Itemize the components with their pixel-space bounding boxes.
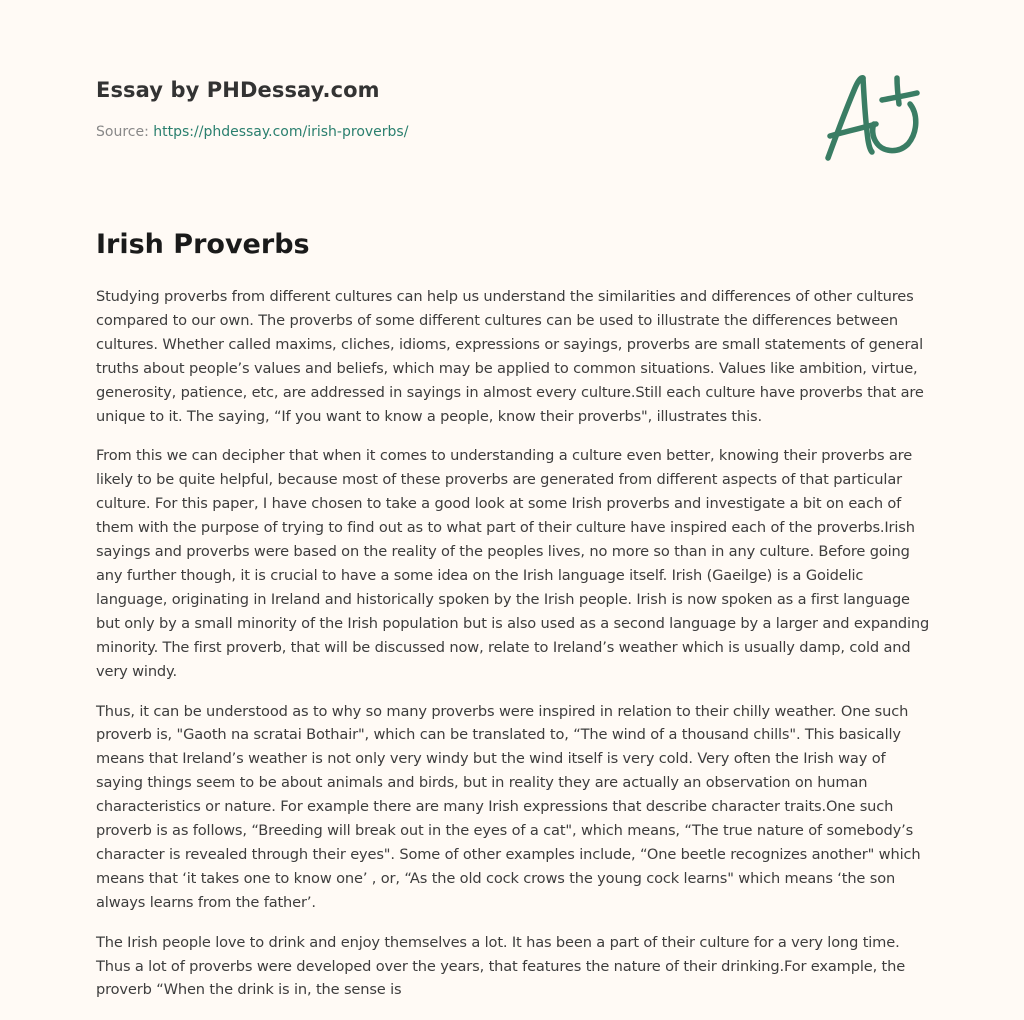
source-link[interactable]: https://phdessay.com/irish-proverbs/	[153, 124, 409, 140]
site-title: Essay by PHDessay.com	[96, 78, 380, 102]
source-label: Source:	[96, 124, 149, 140]
essay-body	[96, 285, 934, 1018]
essay-header	[96, 76, 796, 142]
page-title: Irish Proverbs	[96, 229, 310, 260]
essay-paragraph: Thus, it can be understood as to why so many proverbs were inspired in relation to their chilly weather. One such proverb is, "Gaoth na scratai Bothair", which can be translated to, “The wind of a thousand chills". This basically means that Ireland’s weather is not only very windy but the wind itself is very cold. Very often the Irish way of saying things seem to be about animals and birds, but in reality they are actually an observation on human characteristics or nature. For example there are many Irish expressions that describe character traits.One such proverb is as follows, “Breeding will break out in the eyes of a cat", which means, “The true nature of somebody’s character is revealed through their eyes". Some of other examples include, “One beetle recognizes another" which means that ‘it takes one to know one’ , or, “As the old cock crows the young cock learns" which means ‘the son always learns from the father’.	[96, 702, 921, 911]
essay-paragraph: The Irish people love to drink and enjoy themselves a lot. It has been a part of their culture for a very long time. Thus a lot of proverbs were developed over the years, that features the nature of their drinking.For example, the proverb “When the drink is in, the sense is	[96, 933, 906, 999]
essay-paragraph: From this we can decipher that when it comes to understanding a culture even better, knowing their proverbs are likely to be quite helpful, because most of these proverbs are generated from different aspects of that particular culture. For this paper, I have chosen to take a good look at some Irish proverbs and investigate a bit on each of them with the purpose of trying to find out as to what part of their culture have inspired each of the proverbs.Irish sayings and proverbs were based on the reality of the peoples lives, no more so than in any culture. Before going any further though, it is crucial to have a some idea on the Irish language itself. Irish (Gaeilge) is a Goidelic language, originating in Ireland and historically spoken by the Irish people. Irish is now spoken as a first language but only by a small minority of the Irish population but is also used as a second language by a larger and expanding minority. The first proverb, that will be discussed now, relate to Ireland’s weather which is usually damp, cold and very windy.	[96, 447, 930, 680]
a-plus-grade-icon	[822, 66, 926, 166]
essay-paragraph: Studying proverbs from different cultures can help us understand the similarities and differences of other cultures compared to our own. The proverbs of some different cultures can be used to illustrate the differences between cultures. Whether called maxims, cliches, idioms, expressions or sayings, proverbs are small statements of general truths about people’s values and beliefs, which may be applied to common situations. Values like ambition, virtue, generosity, patience, etc, are addressed in sayings in almost every culture.Still each culture have proverbs that are unique to it. The saying, “If you want to know a people, know their proverbs", illustrates this.	[96, 288, 924, 425]
source-line	[96, 122, 796, 142]
